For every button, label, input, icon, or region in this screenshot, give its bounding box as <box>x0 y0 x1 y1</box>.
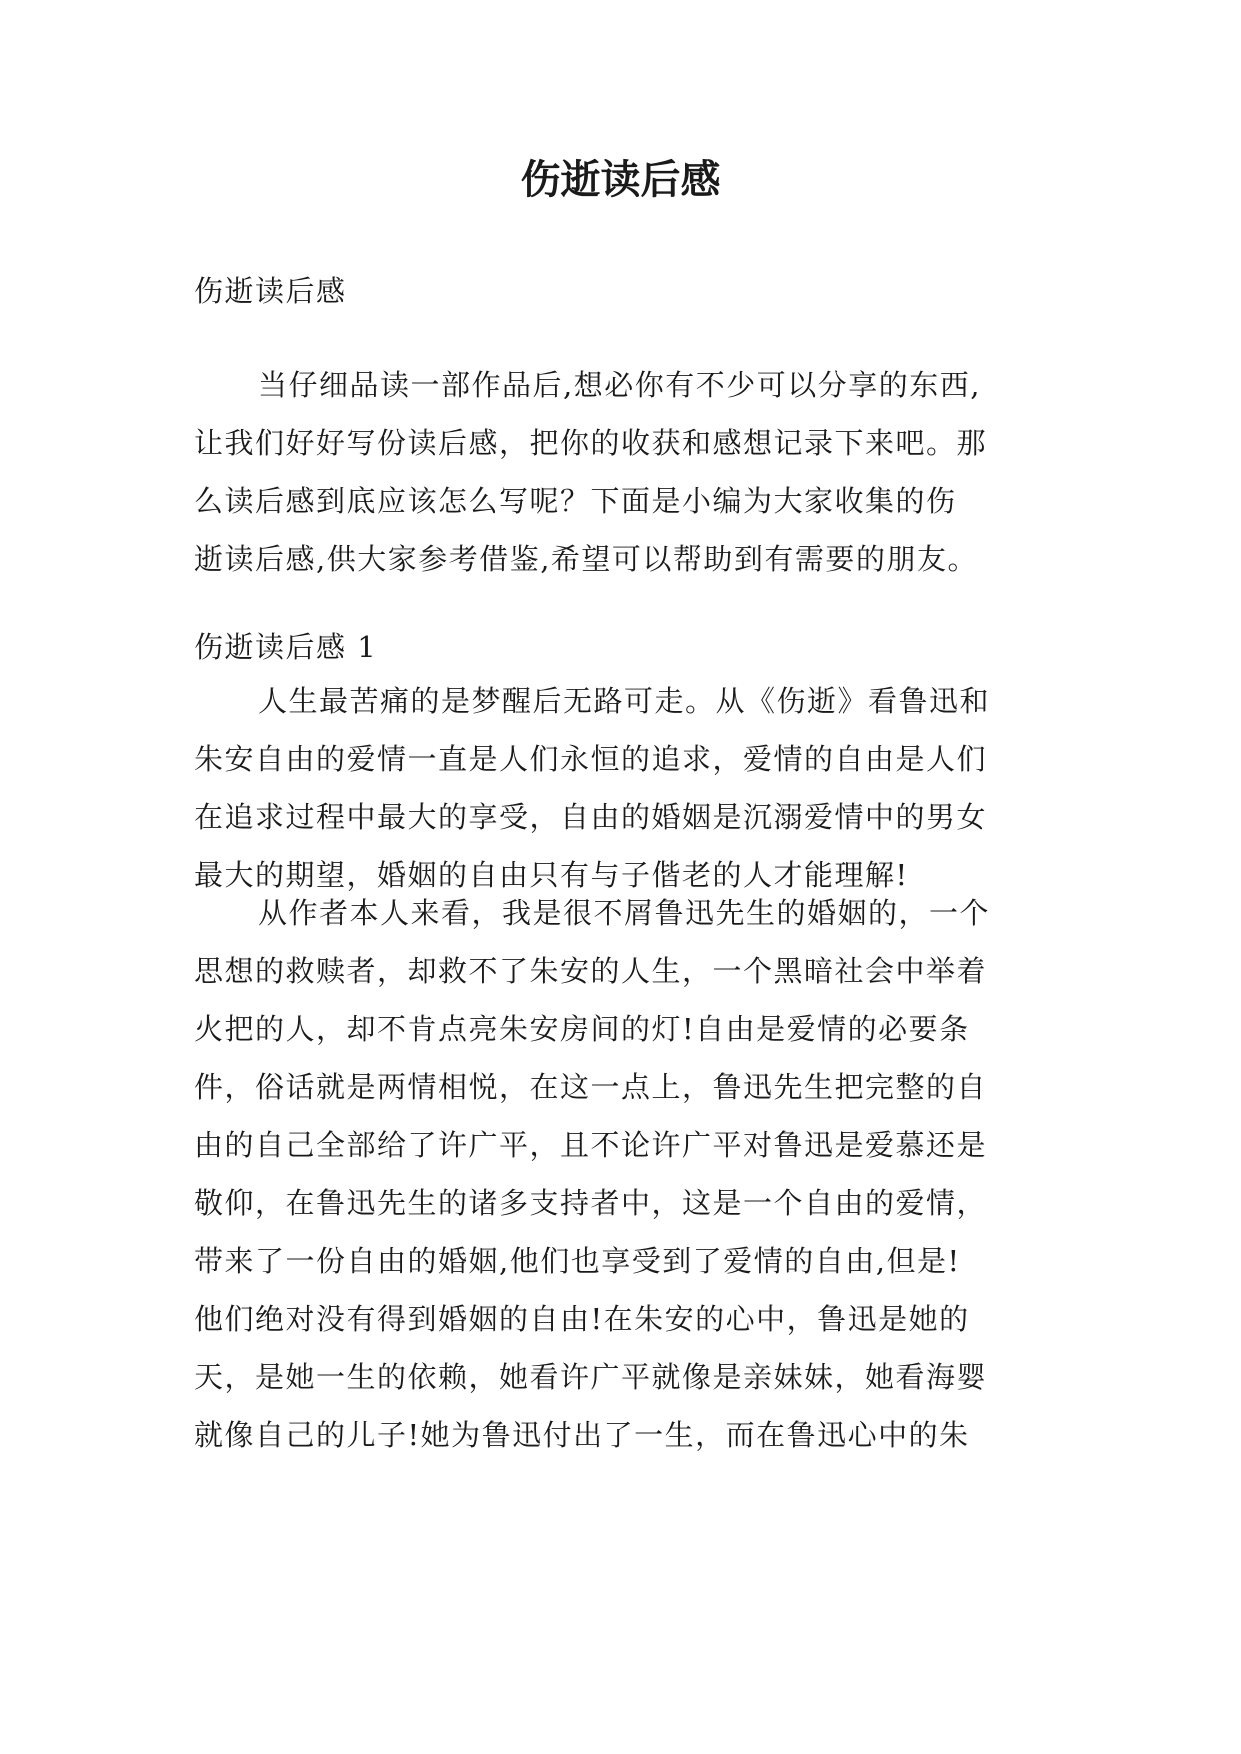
paragraph-line: 在追求过程中最大的享受，自由的婚姻是沉溺爱情中的男女 <box>194 800 988 834</box>
intro-line: 让我们好好写份读后感，把你的收获和感想记录下来吧。那 <box>194 426 988 460</box>
paragraph-line: 就像自己的儿子!她为鲁迅付出了一生，而在鲁迅心中的朱 <box>194 1418 970 1452</box>
document-subtitle: 伤逝读后感 <box>194 274 347 308</box>
paragraph-line: 朱安自由的爱情一直是人们永恒的追求，爱情的自由是人们 <box>194 742 988 776</box>
intro-paragraph <box>194 356 1054 588</box>
paragraph-line: 最大的期望，婚姻的自由只有与子偕老的人才能理解! <box>194 858 909 892</box>
paragraph-1 <box>194 672 1054 904</box>
paragraph-line: 火把的人，却不肯点亮朱安房间的灯!自由是爱情的必要条 <box>194 1012 970 1046</box>
paragraph-line: 思想的救赎者，却救不了朱安的人生，一个黑暗社会中举着 <box>194 954 988 988</box>
section-heading: 伤逝读后感 1 <box>194 630 378 664</box>
paragraph-line: 人生最苦痛的是梦醒后无路可走。从《伤逝》看鲁迅和 <box>258 684 991 718</box>
paragraph-line: 天，是她一生的依赖，她看许广平就像是亲妹妹，她看海婴 <box>194 1360 988 1394</box>
paragraph-line: 从作者本人来看，我是很不屑鲁迅先生的婚姻的，一个 <box>258 896 991 930</box>
paragraph-line: 带来了一份自由的婚姻,他们也享受到了爱情的自由,但是! <box>194 1244 961 1278</box>
intro-line: 逝读后感,供大家参考借鉴,希望可以帮助到有需要的朋友。 <box>194 542 978 576</box>
paragraph-line: 他们绝对没有得到婚姻的自由!在朱安的心中，鲁迅是她的 <box>194 1302 970 1336</box>
paragraph-2 <box>194 884 1054 1464</box>
document-title: 伤逝读后感 <box>520 156 721 203</box>
intro-line: 当仔细品读一部作品后,想必你有不少可以分享的东西, <box>258 368 981 402</box>
intro-line: 么读后感到底应该怎么写呢？下面是小编为大家收集的伤 <box>194 484 957 518</box>
paragraph-line: 敬仰，在鲁迅先生的诸多支持者中，这是一个自由的爱情， <box>194 1186 988 1220</box>
paragraph-line: 由的自己全部给了许广平，且不论许广平对鲁迅是爱慕还是 <box>194 1128 988 1162</box>
paragraph-line: 件，俗话就是两情相悦，在这一点上，鲁迅先生把完整的自 <box>194 1070 988 1104</box>
